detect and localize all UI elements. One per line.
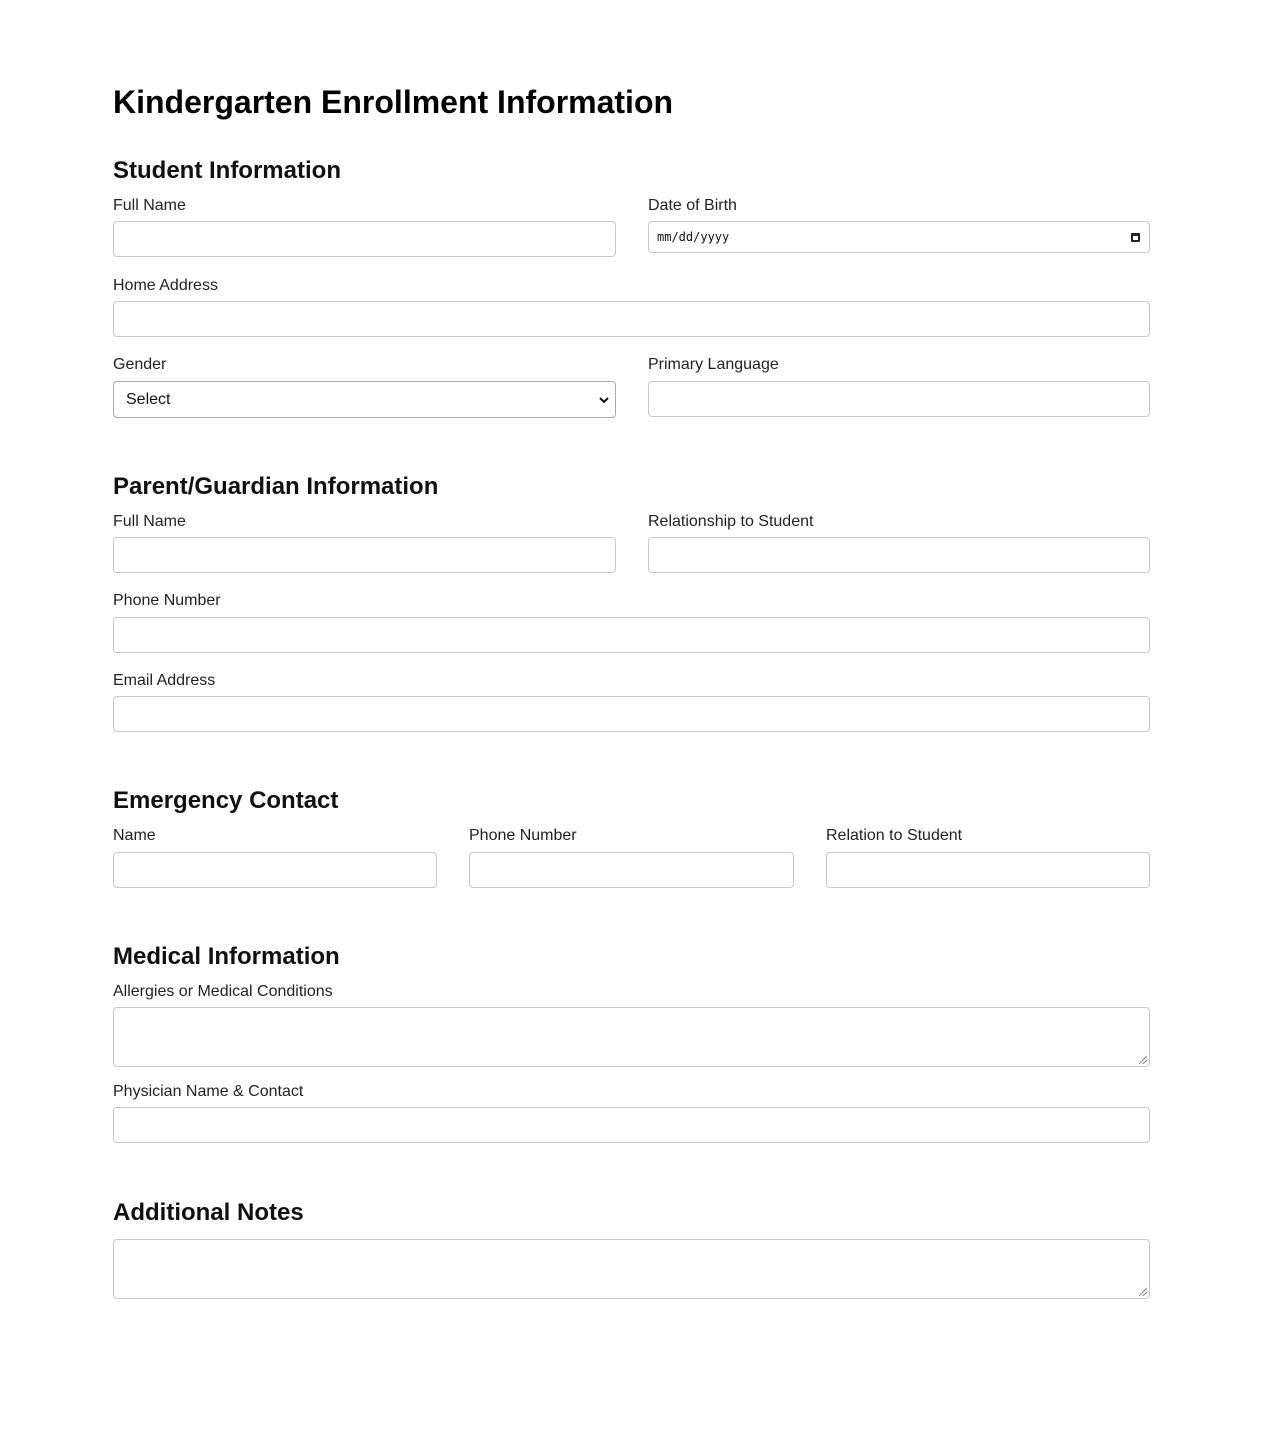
student-section-heading: Student Information bbox=[113, 157, 341, 184]
parent-full-name-input[interactable] bbox=[113, 537, 616, 573]
allergies-label: Allergies or Medical Conditions bbox=[113, 983, 333, 1000]
gender-select-value: Select bbox=[126, 390, 171, 408]
notes-textarea[interactable] bbox=[113, 1239, 1150, 1299]
primary-language-label: Primary Language bbox=[648, 356, 779, 373]
emergency-relation-label: Relation to Student bbox=[826, 827, 963, 844]
emergency-phone-label: Phone Number bbox=[469, 827, 577, 844]
emergency-relation-input[interactable] bbox=[826, 852, 1150, 888]
home-address-input[interactable] bbox=[113, 301, 1150, 337]
chevron-down-icon bbox=[599, 396, 609, 404]
resize-handle-icon[interactable] bbox=[1139, 1288, 1147, 1296]
physician-input[interactable] bbox=[113, 1107, 1150, 1143]
dob-input[interactable] bbox=[648, 221, 1150, 253]
physician-label: Physician Name & Contact bbox=[113, 1083, 304, 1100]
parent-phone-label: Phone Number bbox=[113, 592, 221, 609]
parent-section-heading: Parent/Guardian Information bbox=[113, 473, 439, 500]
emergency-name-input[interactable] bbox=[113, 852, 437, 888]
calendar-icon[interactable] bbox=[1131, 233, 1140, 242]
relationship-label: Relationship to Student bbox=[648, 513, 814, 530]
page-title: Kindergarten Enrollment Information bbox=[113, 84, 674, 120]
dob-placeholder: mm/dd/yyyy bbox=[657, 230, 730, 244]
gender-label: Gender bbox=[113, 356, 167, 373]
student-full-name-label: Full Name bbox=[113, 197, 186, 214]
gender-select[interactable] bbox=[113, 381, 616, 418]
dob-label: Date of Birth bbox=[648, 197, 737, 214]
emergency-phone-input[interactable] bbox=[469, 852, 794, 888]
resize-handle-icon[interactable] bbox=[1139, 1056, 1147, 1064]
email-label: Email Address bbox=[113, 672, 216, 689]
parent-full-name-label: Full Name bbox=[113, 513, 186, 530]
notes-section-heading: Additional Notes bbox=[113, 1199, 304, 1226]
primary-language-input[interactable] bbox=[648, 381, 1150, 417]
parent-phone-input[interactable] bbox=[113, 617, 1150, 653]
emergency-name-label: Name bbox=[113, 827, 156, 844]
home-address-label: Home Address bbox=[113, 277, 218, 294]
email-input[interactable] bbox=[113, 696, 1150, 732]
relationship-input[interactable] bbox=[648, 537, 1150, 573]
medical-section-heading: Medical Information bbox=[113, 943, 340, 970]
allergies-textarea[interactable] bbox=[113, 1007, 1150, 1067]
student-full-name-input[interactable] bbox=[113, 221, 616, 257]
emergency-section-heading: Emergency Contact bbox=[113, 787, 339, 814]
